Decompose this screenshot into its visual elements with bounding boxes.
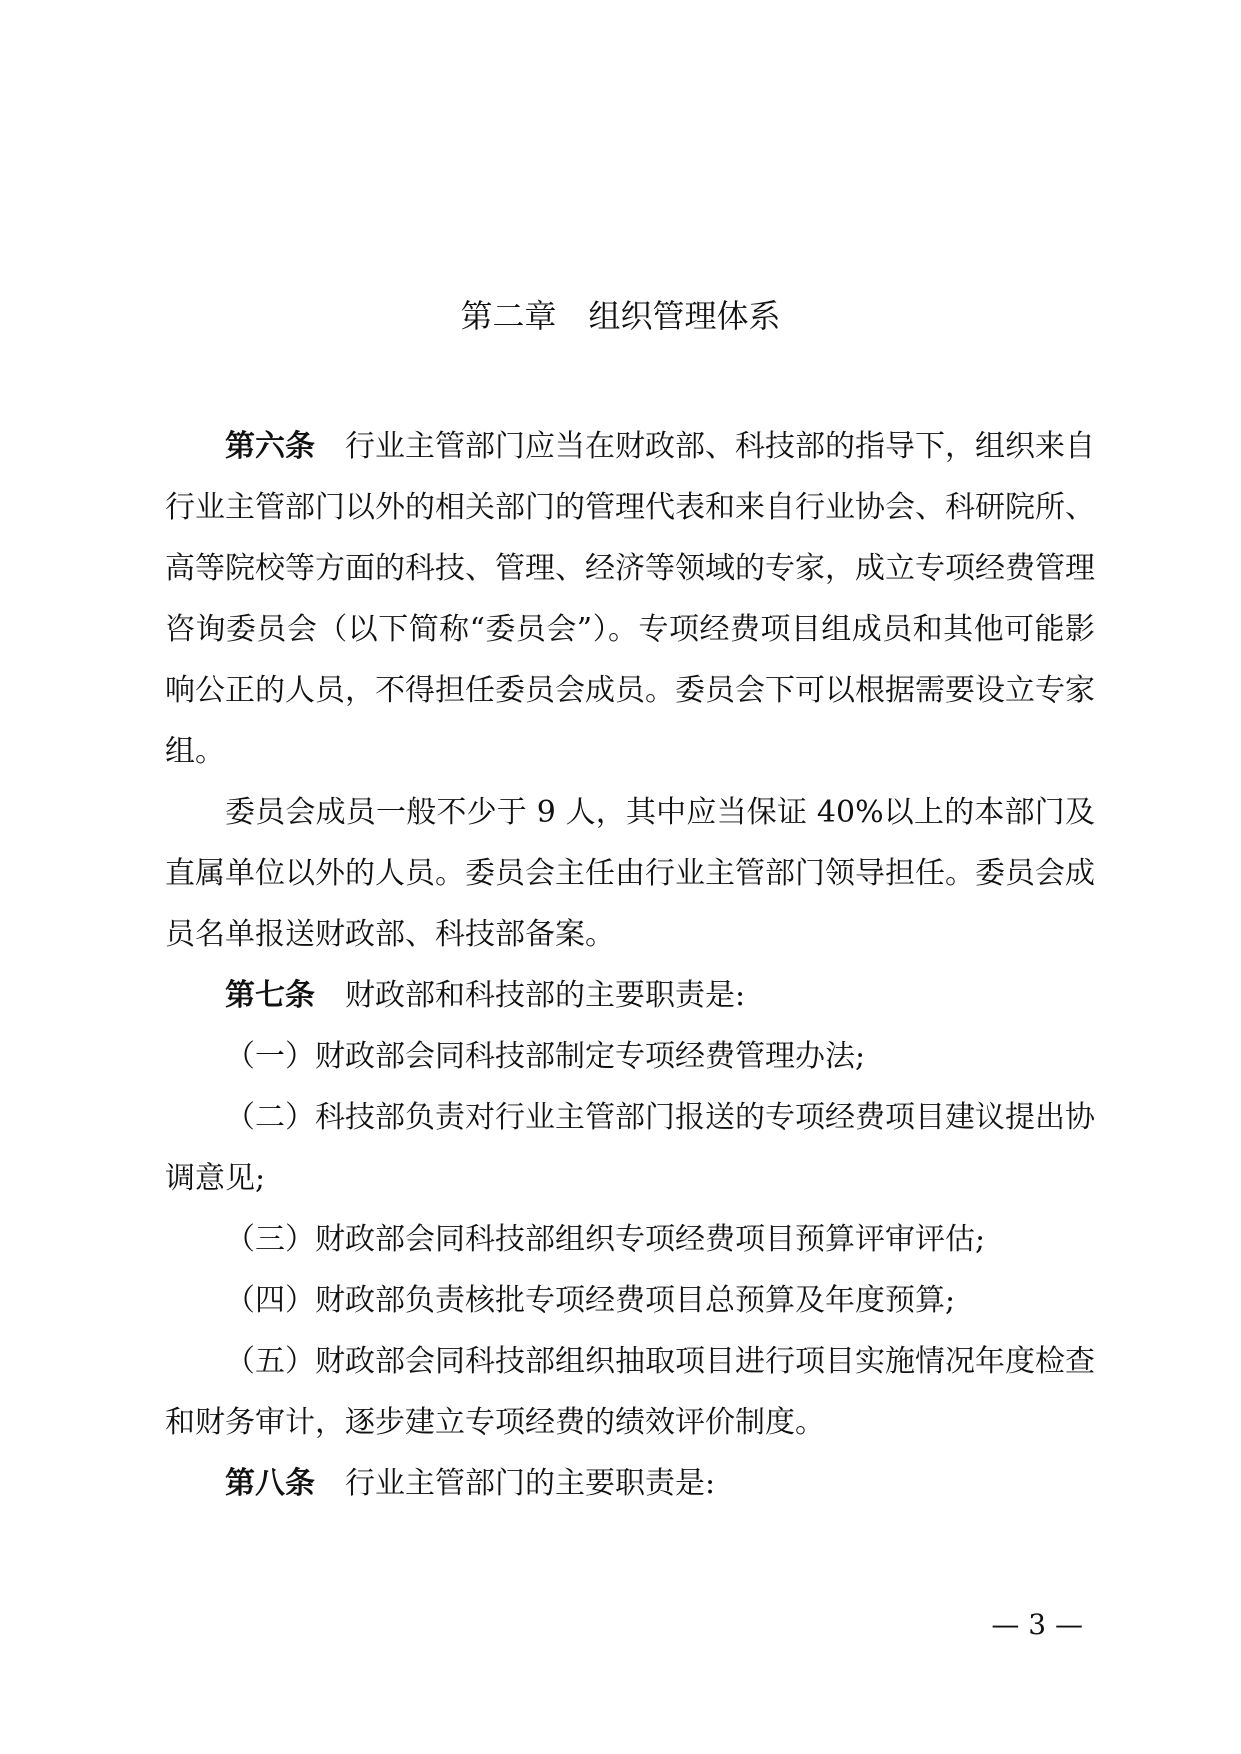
article-8-label: 第八条: [225, 1466, 315, 1501]
article-6-paragraph-2: 委员会成员一般不少于 9 人，其中应当保证 40%以上的本部门及直属单位以外的人员。委员会主任由行业主管部门领导担任。委员会成员名单报送财政部、科技部备案。: [165, 795, 1095, 952]
article-7-item-5: （五）财政部会同科技部组织抽取项目进行项目实施情况年度检查和财务审计，逐步建立专项经费的绩效评价制度。: [165, 1344, 1095, 1440]
article-8-intro: [165, 1453, 1095, 1514]
article-7-item-1: （一）财政部会同科技部制定专项经费管理办法;: [225, 1039, 866, 1074]
article-6-text: 行业主管部门应当在财政部、科技部的指导下，组织来自行业主管部门以外的相关部门的管理代表和来自行业协会、科研院所、高等院校等方面的科技、管理、经济等领域的专家，成立专项经费管理咨询委员会（以下简称“委员会”）。专项经费项目组成员和其他可能影响公正的人员，不得担任委员会成员。委员会下可以根据需要设立专家组。: [165, 429, 1095, 769]
article-7-item-3: （三）财政部会同科技部组织专项经费项目预算评审评估;: [225, 1222, 986, 1257]
article-7-item-4: （四）财政部负责核批专项经费项目总预算及年度预算;: [225, 1283, 956, 1318]
article-7-label: 第七条: [225, 978, 315, 1013]
article-7-intro: [165, 965, 1095, 1026]
article-6-label: 第六条: [225, 429, 315, 464]
article-6-paragraph-1: [165, 416, 1095, 782]
article-7-intro-text: 财政部和科技部的主要职责是:: [345, 978, 746, 1013]
chapter-title: 第二章 组织管理体系: [460, 297, 781, 335]
document-body: [165, 416, 1095, 1514]
page-number: — 3 —: [991, 1608, 1083, 1641]
article-7-item-2: （二）科技部负责对行业主管部门报送的专项经费项目建议提出协调意见;: [165, 1100, 1095, 1196]
article-8-intro-text: 行业主管部门的主要职责是:: [345, 1466, 716, 1501]
